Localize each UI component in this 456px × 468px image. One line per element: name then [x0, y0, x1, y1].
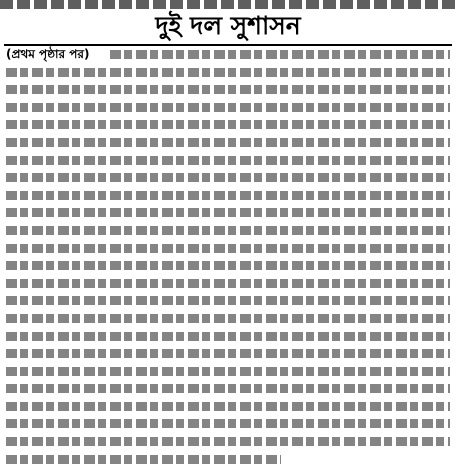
text-line — [6, 433, 450, 451]
text-line — [6, 222, 450, 240]
article-body — [6, 46, 450, 468]
text-line — [6, 64, 450, 82]
text-line — [6, 152, 450, 170]
text-line — [6, 204, 450, 222]
headline: দুই দল সুশাসন — [155, 11, 301, 40]
continued-from-front-page-tag: (প্রথম পৃষ্ঠার পর) — [6, 47, 90, 61]
text-line — [6, 169, 450, 187]
text-line — [6, 134, 450, 152]
text-line — [6, 345, 450, 363]
text-line — [6, 99, 450, 117]
text-line — [6, 292, 450, 310]
text-line — [6, 398, 450, 416]
text-line — [6, 380, 450, 398]
text-line — [6, 328, 450, 346]
text-line — [6, 310, 450, 328]
text-line — [6, 363, 450, 381]
text-line — [6, 275, 450, 293]
text-line — [6, 116, 450, 134]
text-line — [6, 46, 450, 64]
text-line — [6, 451, 450, 468]
text-line — [6, 257, 450, 275]
text-line — [6, 415, 450, 433]
text-line — [6, 240, 450, 258]
text-line — [6, 187, 450, 205]
text-line — [6, 81, 450, 99]
